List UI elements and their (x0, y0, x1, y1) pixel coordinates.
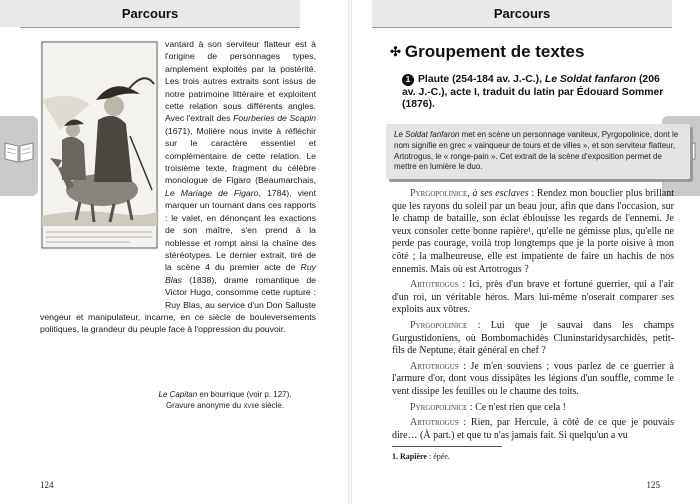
right-page-number: 125 (646, 480, 660, 490)
dialogue-line: Pyrgopolinice : Lui que je sauvai dans les champs Gurgustidoniens, où Bombomachidès Cluninstaridysarchidès, petit-fils de Neptune, était général en chef ? (392, 319, 674, 357)
left-side-tab (0, 116, 38, 196)
play-excerpt (392, 188, 674, 445)
open-book-icon (3, 138, 35, 164)
right-page-header: Parcours (372, 0, 672, 27)
dialogue-line: Artotrogus : Je m'en souviens ; vous parlez de ce guerrier à l'armure d'or, dont vous dissipâtes les légions d'un souffle, comme le vent dissipe les feuilles ou le chaume des toits. (392, 360, 674, 397)
dialogue-line: Artotrogus : Rien, par Hercule, à côté de ce que je pouvais dire… (À part.) et que tu n'as jamais fait. Si quelqu'un a vu (392, 417, 674, 441)
capitan-engraving-illustration (40, 40, 159, 250)
left-body-text (40, 38, 316, 336)
left-page-number: 124 (40, 480, 54, 490)
dialogue-line: Pyrgopolinice, à ses esclaves : Rendez mon bouclier plus brillant que les rayons du soleil par un beau jour, afin que dans l'occasion, sur le champ de bataille, son éclat éblouisse les regards de l'ennemi. Je veux consoler cette bonne rapière¹, qu'elle ne gémisse plus, qu'elle ne perde pas courage, voilà trop longtemps que je la porte oisive à mon côté ; la malheureuse, elle est impatiente de faire un hachis de nos ennemis. Mais où est Artotrogus ? (392, 188, 674, 275)
intro-box: Le Soldat fanfaron met en scène un personnage vaniteux, Pyrgopolinice, dont le nom signifie en grec « vainqueur de tours et de villes », et son serviteur flatteur, Artotrogus, le « ronge-pain ». Cet extrait de la scène d'exposition permet de mettre en lumière le duo. (386, 124, 690, 179)
text-number-badge: 1 (402, 74, 414, 86)
figure-caption: Le Capitan en bourrique (voir p. 127). Gravure anonyme du xviie siècle. (158, 390, 292, 410)
left-paragraph: vantard à son serviteur flatteur est à l'origine de personnages types, amplement exploités par la postérité. Les trois autres extraits sont issus de notre patrimoine littéraire et exploitent cette relation sous différents angles. Avec l'extrait des Fourberies de Scapin (1671), Molière nous invite à réfléchir sur le caractère essentiel et complémentaire de cette relation. Le troisième texte, fragment du célèbre monologue de Figaro (Beaumarchais, Le Mariage de Figaro, 1784), vient marquer un tournant dans ces rapports : le valet, en dénonçant les exactions de son maître, s'en prend à la noblesse et rompt ainsi la chaîne des stéréotypes. Le dernier extrait, tiré de la scène 4 du premier acte de Ruy Blas (1838), drame romantique de Victor Hugo, consomme cette rupture : Ruy Blas, au service d'un Don Salluste vengeur et manipulateur, incarne, en ce siècle de bouleversements politiques, la grandeur du peuple face à l'oppression du pouvoir. (40, 39, 317, 335)
section-title: ✣ Groupement de textes (390, 42, 585, 61)
left-header-rule (20, 27, 300, 28)
left-page-header: Parcours (0, 0, 300, 27)
text-reference-heading: 1 Plaute (254-184 av. J.-C.), Le Soldat fanfaron (206 av. J.-C.), acte I, traduit du latin par Édouard Sommer (1876). (402, 74, 664, 111)
right-header-rule (372, 27, 672, 28)
dialogue-line: Artotrogus : Ici, près d'un brave et fortuné guerrier, qui a l'air d'un roi, un véritable héros. Mars lui-même n'oserait comparer ses exploits aux vôtres. (392, 279, 674, 316)
section-ornament-icon: ✣ (390, 44, 401, 59)
right-page (350, 0, 700, 504)
footnote: 1. Rapière : épée. (392, 452, 450, 461)
footnote-rule (392, 446, 502, 447)
dialogue-line: Pyrgopolinice : Ce n'est rien que cela ! (410, 401, 567, 413)
engraving-figure (40, 40, 159, 302)
